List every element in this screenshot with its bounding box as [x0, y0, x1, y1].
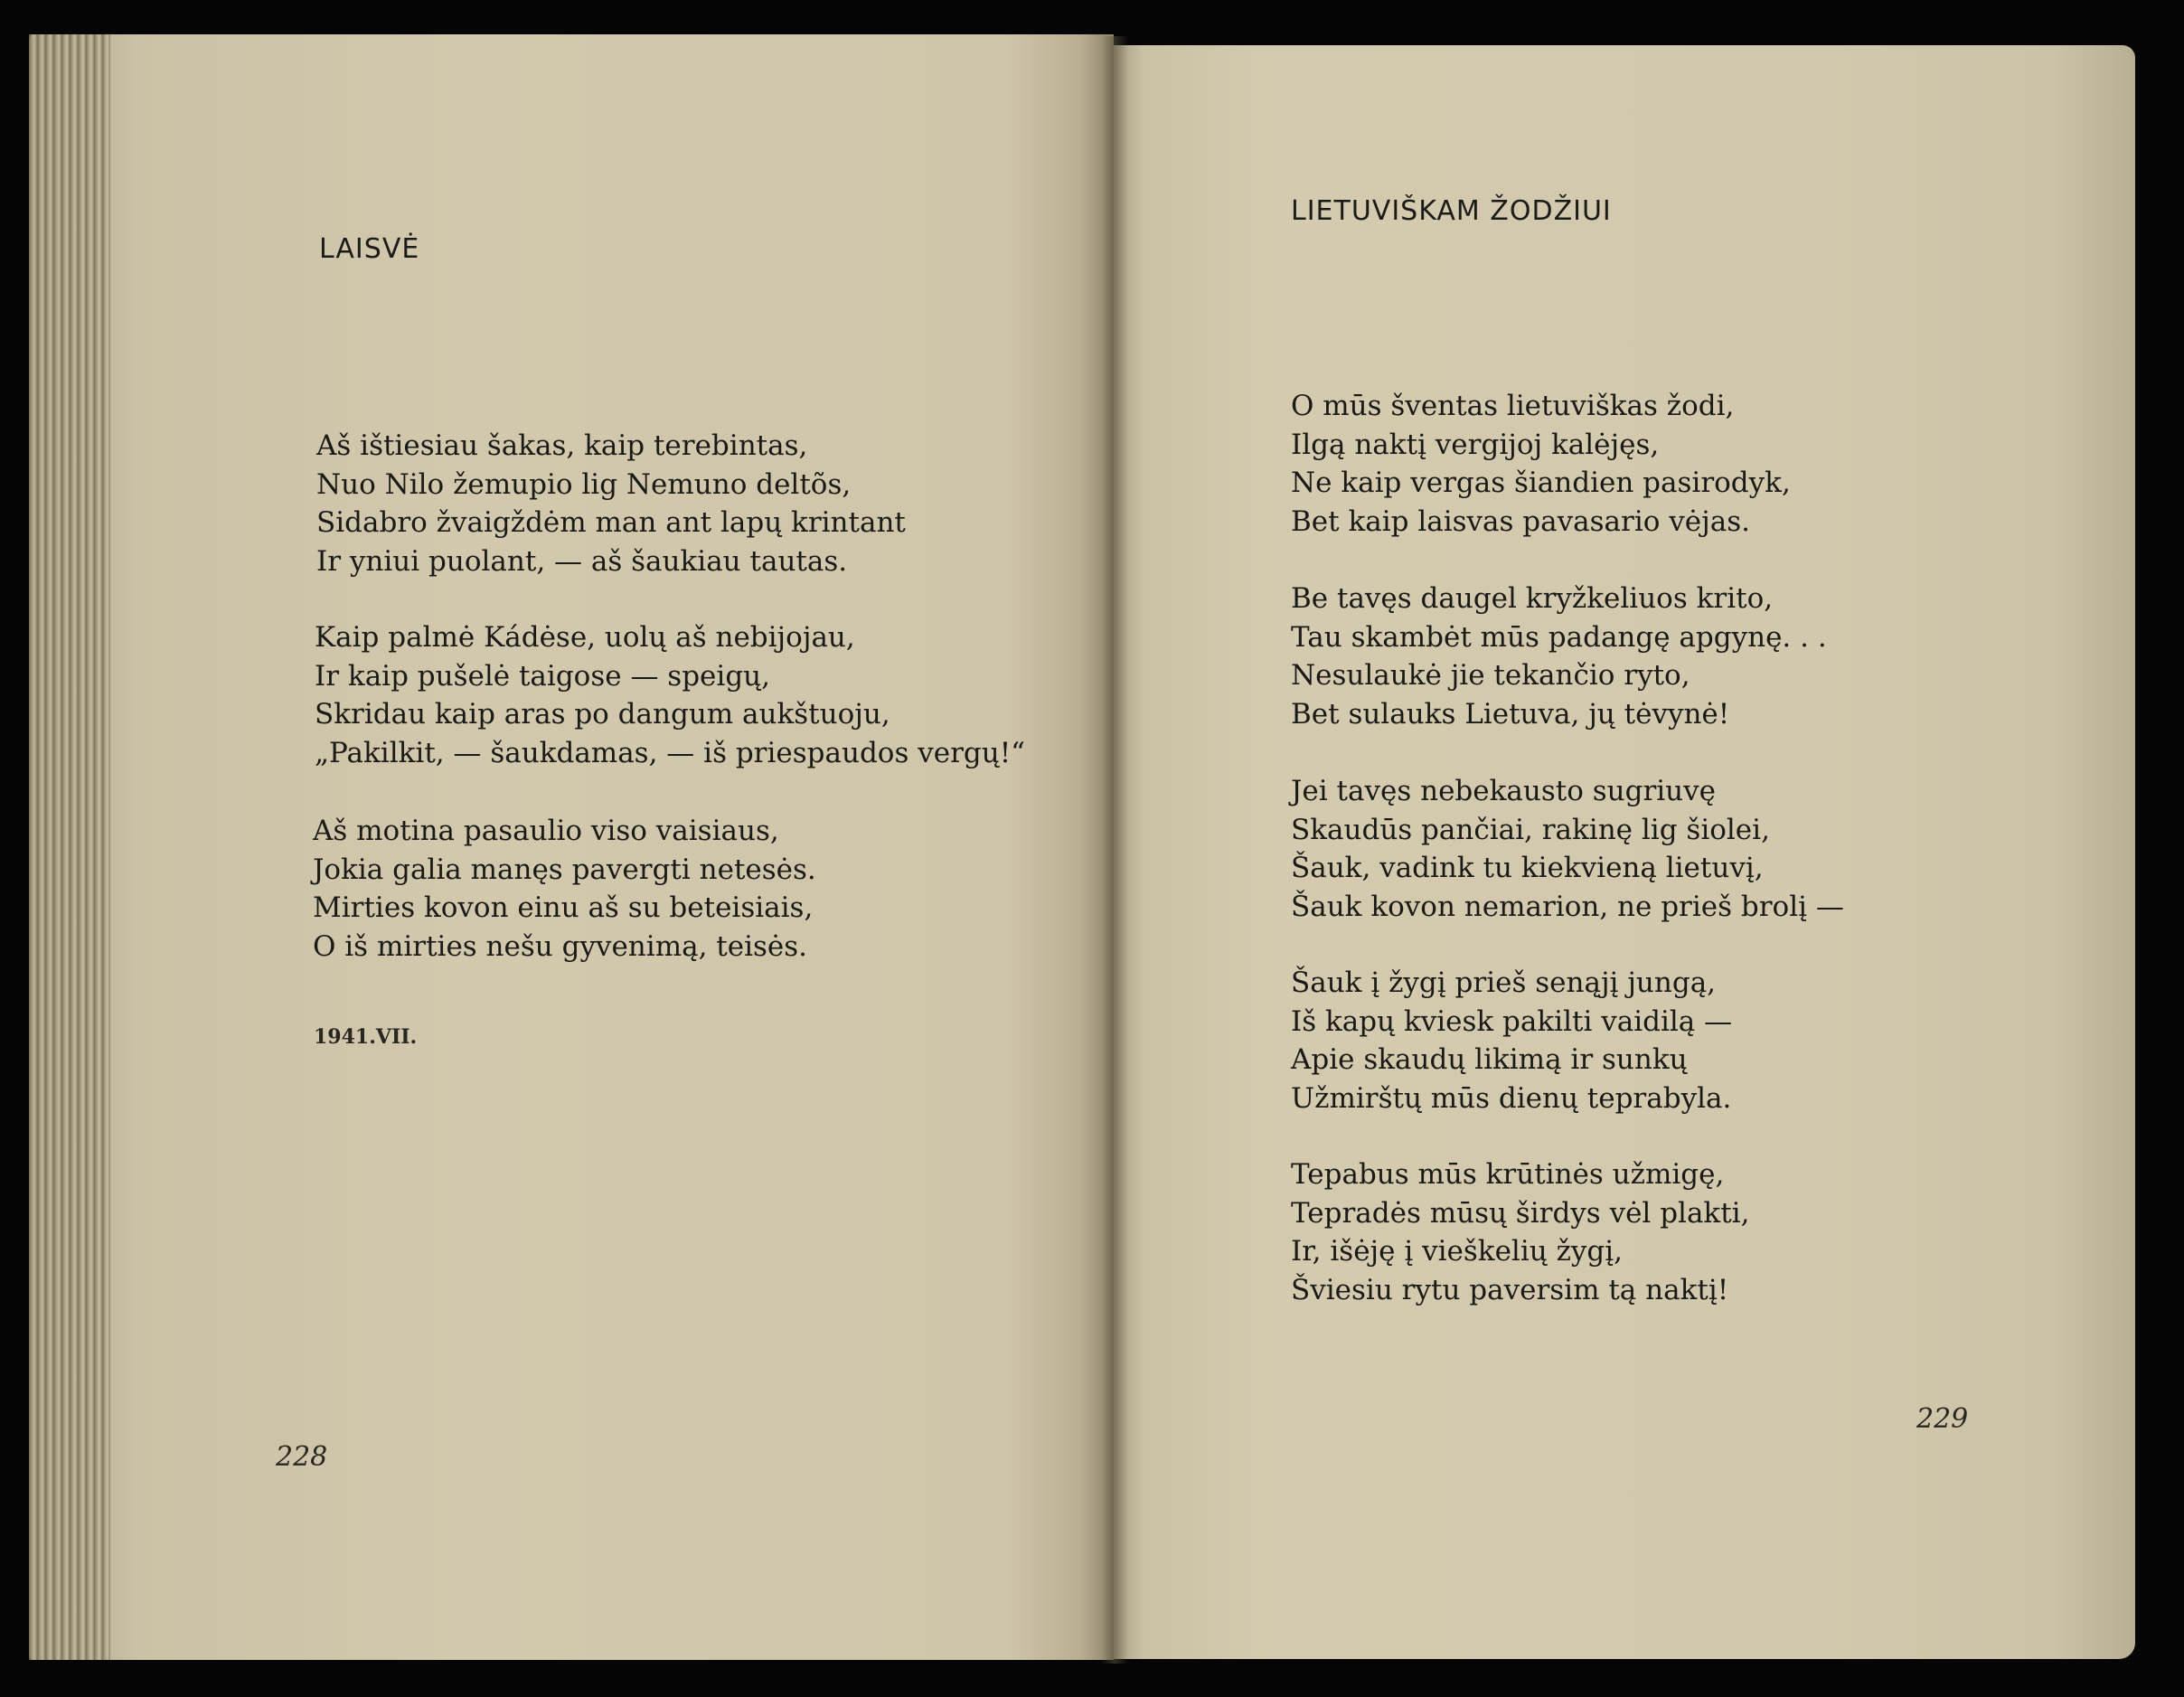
poem-line: Šauk į žygį prieš senąjį jungą,: [1291, 966, 1717, 999]
poem-line: Šviesiu rytu paversim tą naktį!: [1291, 1273, 1729, 1306]
poem-line: Aš motina pasaulio viso vaisiaus,: [313, 815, 779, 847]
poem-line: Ir kaip pušelė taigose — speigų,: [315, 659, 770, 693]
book-gutter: [1101, 36, 1128, 1664]
poem-line: Tepabus mūs krūtinės užmigę,: [1291, 1158, 1725, 1191]
stanza-right-2: [1291, 580, 1827, 733]
poem-line: Mirties kovon einu aš su beteisiais,: [313, 891, 814, 924]
poem-line: „Pakilkit, — šaukdamas, — iš priespaudos vergų!“: [315, 736, 1026, 769]
poem-line: Bet sulauks Lietuva, jų tėvynė!: [1291, 697, 1730, 731]
poem-line: Ilgą naktį vergijoj kalėjęs,: [1291, 428, 1660, 461]
poem-line: Ne kaip vergas šiandien pasirodyk,: [1291, 467, 1791, 499]
stanza-left-2: [315, 618, 1025, 772]
poem-line: Tau skambėt mūs padangę apgynę. . .: [1291, 620, 1827, 654]
poem-line: Tepradės mūsų širdys vėl plakti,: [1291, 1196, 1750, 1230]
poem-line: Bet kaip laisvas pavasario vėjas.: [1291, 504, 1750, 538]
page-number-left: 228: [276, 1441, 328, 1473]
poem-line: Jokia galia manęs pavergti netesės.: [313, 853, 816, 886]
poem-line: Nesulaukė jie tekančio ryto,: [1291, 659, 1690, 692]
poem-line: Šauk kovon nemarion, ne prieš brolį —: [1291, 890, 1844, 923]
poem-line: Iš kapų kviesk pakilti vaidilą —: [1291, 1004, 1733, 1038]
poem-line: Skaudūs pančiai, rakinę lig šiolei,: [1291, 813, 1770, 846]
poem-line: Be tavęs daugel kryžkeliuos krito,: [1291, 582, 1774, 615]
stanza-left-1: [316, 427, 906, 580]
poem-line: Skridau kaip aras po dangum aukštuoju,: [315, 698, 890, 731]
stanza-right-4: [1291, 964, 1732, 1117]
stanza-left-3: [313, 812, 816, 966]
poem-line: Nuo Nilo žemupio lig Nemuno deltõs,: [316, 467, 852, 501]
poem-line: Ir, išėję į vieškelių žygį,: [1291, 1235, 1624, 1268]
poem-line: Apie skaudų likimą ir sunkų: [1291, 1043, 1688, 1076]
poem-line: O mūs šventas lietuviškas žodi,: [1291, 390, 1735, 422]
page-number-right: 229: [1916, 1403, 1969, 1435]
poem-line: Kaip palmė Kádėse, uolų aš nebijojau,: [315, 621, 855, 654]
poem-line: Šauk, vadink tu kiekvieną lietuvį,: [1291, 852, 1764, 884]
poem-line: Ir yniui puolant, — aš šaukiau tautas.: [316, 544, 848, 578]
stanza-right-1: [1291, 387, 1791, 541]
poem-title-left: LAISVĖ: [319, 233, 420, 265]
poem-line: Jei tavęs nebekausto sugriuvę: [1291, 775, 1716, 807]
poem-line: Aš ištiesiau šakas, kaip terebintas,: [316, 429, 808, 462]
page-edges: [29, 34, 110, 1660]
stanza-right-3: [1291, 772, 1844, 926]
poem-line: O iš mirties nešu gyvenimą, teisės.: [313, 929, 808, 963]
stanza-right-5: [1291, 1155, 1749, 1309]
poem-date: 1941.VII.: [314, 1025, 418, 1049]
poem-title-right: LIETUVIŠKAM ŽODŽIUI: [1291, 195, 1612, 227]
poem-line: Sidabro žvaigždėm man ant lapų krintant: [316, 506, 906, 539]
poem-line: Užmirštų mūs dienų teprabyla.: [1291, 1081, 1732, 1115]
